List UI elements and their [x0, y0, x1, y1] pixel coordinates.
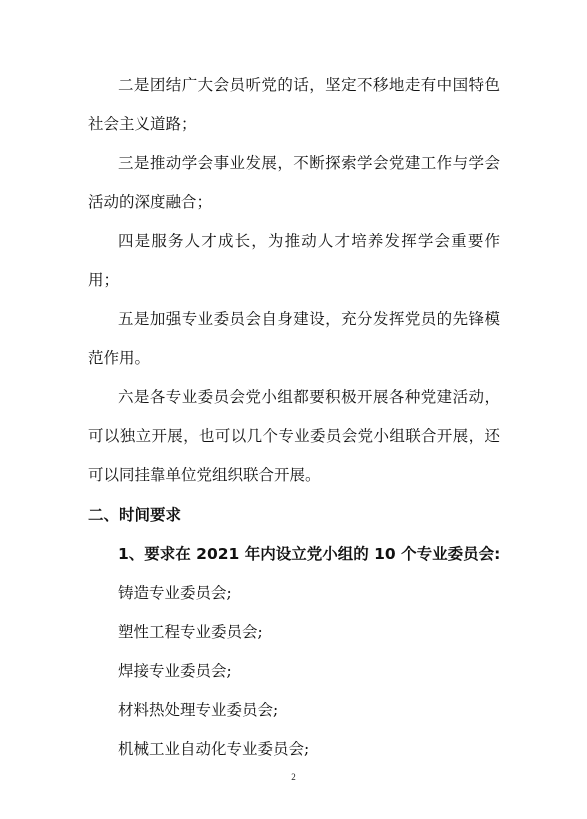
- committee-item: 塑性工程专业委员会;: [118, 623, 263, 641]
- paragraph-6-line-3: 可以同挂靠单位党组织联合开展。: [88, 466, 321, 484]
- paragraph-5-line-2: 范作用。: [88, 349, 151, 367]
- committee-item: 铸造专业委员会;: [118, 584, 232, 602]
- paragraph-3-line-1: 三是推动学会事业发展，不断探索学会党建工作与学会: [118, 154, 500, 172]
- committee-item: 焊接专业委员会;: [118, 662, 232, 680]
- paragraph-6-line-2: 可以独立开展，也可以几个专业委员会党小组联合开展，还: [88, 427, 500, 445]
- committee-item: 材料热处理专业委员会;: [118, 701, 279, 719]
- page-number: 2: [291, 772, 296, 782]
- committee-item: 机械工业自动化专业委员会;: [118, 740, 310, 758]
- sub-heading: 1、要求在 2021 年内设立党小组的 10 个专业委员会:: [118, 545, 501, 563]
- paragraph-2-line-2: 社会主义道路；: [88, 115, 197, 133]
- paragraph-3-line-2: 活动的深度融合；: [88, 193, 213, 211]
- paragraph-5-line-1: 五是加强专业委员会自身建设，充分发挥党员的先锋模: [118, 310, 500, 328]
- section-heading: 二、时间要求: [88, 506, 182, 524]
- paragraph-6-line-1: 六是各专业委员会党小组都要积极开展各种党建活动，: [118, 388, 500, 406]
- paragraph-4-line-2: 用；: [88, 271, 120, 289]
- paragraph-4-line-1: 四是服务人才成长，为推动人才培养发挥学会重要作: [118, 232, 500, 250]
- paragraph-2-line-1: 二是团结广大会员听党的话，坚定不移地走有中国特色: [118, 76, 500, 94]
